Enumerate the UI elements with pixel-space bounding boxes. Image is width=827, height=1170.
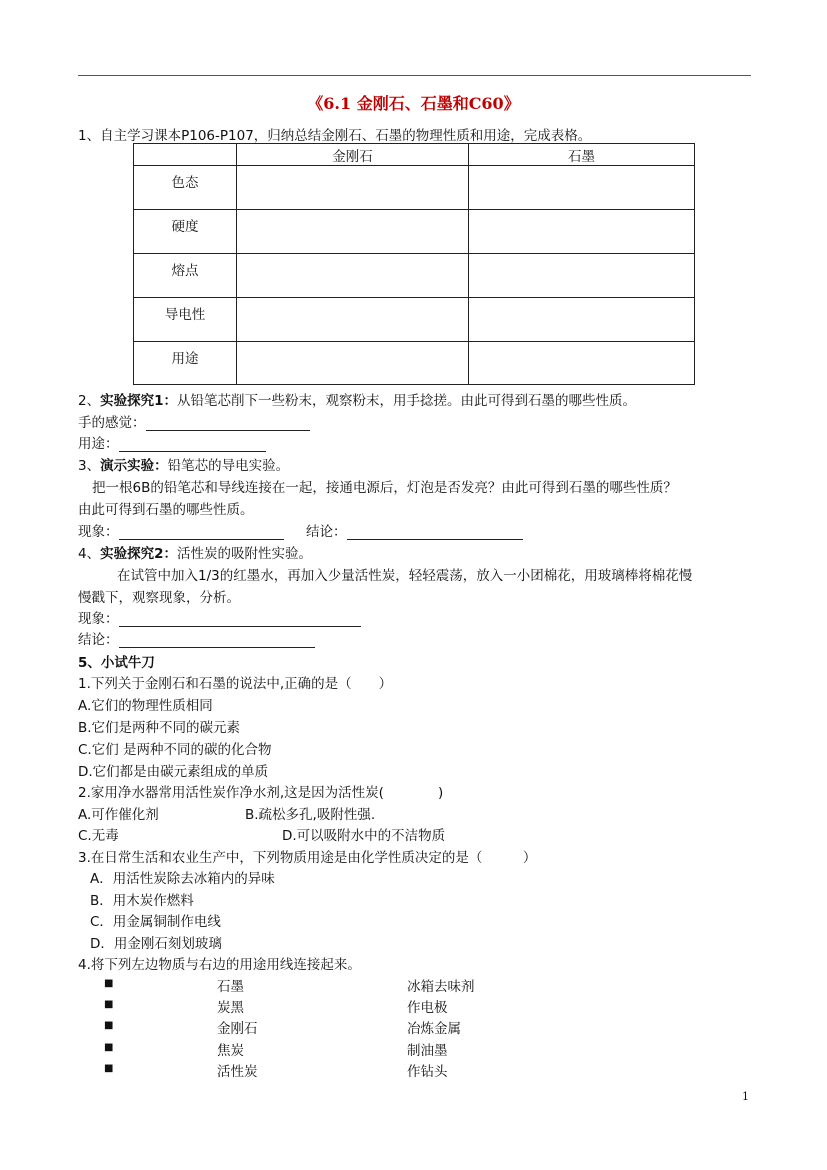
table-header-cell: 石墨 bbox=[469, 144, 695, 166]
match-right-item: 制油墨 bbox=[407, 1043, 448, 1059]
q3-instruction: 铅笔芯的导电实验。 bbox=[167, 458, 290, 474]
q3-phenomenon-line bbox=[78, 520, 284, 540]
q4-bold-label: 实验探究2： bbox=[100, 546, 177, 562]
q3-number: 3、 bbox=[78, 458, 101, 474]
problem-4-stem: 4.将下列左边物质与右边的用途用线连接起来。 bbox=[78, 957, 361, 973]
q3-conclusion-line bbox=[306, 520, 523, 540]
table-cell bbox=[469, 210, 695, 254]
row-label: 色态 bbox=[134, 166, 237, 210]
table-cell bbox=[237, 166, 469, 210]
q2-feel-line bbox=[78, 411, 310, 431]
answer-blank[interactable] bbox=[119, 525, 284, 540]
row-label: 熔点 bbox=[134, 254, 237, 298]
table-cell bbox=[237, 254, 469, 298]
problem-2-option: B.疏松多孔,吸附性强. bbox=[245, 807, 376, 823]
table-row bbox=[134, 210, 695, 254]
row-label: 硬度 bbox=[134, 210, 237, 254]
match-right-item: 冶炼金属 bbox=[407, 1021, 461, 1037]
table-cell bbox=[469, 342, 695, 385]
properties-table bbox=[133, 143, 695, 385]
problem-3-option: B．用木炭作燃料 bbox=[90, 893, 194, 909]
problem-1-option: D.它们都是由碳元素组成的单质 bbox=[78, 764, 269, 780]
match-right-item: 作电极 bbox=[407, 1000, 448, 1016]
q2-feel-label: 手的感觉： bbox=[78, 415, 146, 431]
q4-phenomenon-label: 现象： bbox=[78, 611, 119, 627]
problem-3-option: D．用金刚石刻划玻璃 bbox=[90, 936, 222, 952]
q2-bold-label: 实验探究1： bbox=[100, 393, 177, 409]
problem-3-stem: 3.在日常生活和农业生产中，下列物质用途是由化学性质决定的是（ ） bbox=[78, 850, 537, 866]
problem-2-option: C.无毒 bbox=[78, 828, 119, 844]
header-rule bbox=[78, 75, 751, 76]
q4-phenomenon-line bbox=[78, 607, 361, 627]
q3-text bbox=[78, 454, 289, 474]
problem-3-option: C．用金属铜制作电线 bbox=[90, 914, 221, 930]
table-row bbox=[134, 298, 695, 342]
table-cell bbox=[469, 166, 695, 210]
problem-2-option: A.可作催化剂 bbox=[78, 807, 159, 823]
q3-paragraph-1: 把一根6B的铅笔芯和导线连接在一起，接通电源后，灯泡是否发亮？由此可得到石墨的哪些性质？ bbox=[92, 480, 677, 496]
table-header-cell: 金刚石 bbox=[237, 144, 469, 166]
q4-number: 4、 bbox=[78, 546, 101, 562]
q1-text: 1、自主学习课本P106-P107，归纳总结金刚石、石墨的物理性质和用途，完成表格。 bbox=[78, 128, 592, 144]
match-left-item: 石墨 bbox=[217, 979, 244, 995]
problem-1-option: C.它们 是两种不同的碳的化合物 bbox=[78, 742, 272, 758]
match-left-item: 炭黑 bbox=[217, 1000, 244, 1016]
table-cell bbox=[237, 298, 469, 342]
answer-blank[interactable] bbox=[119, 612, 361, 627]
table-row bbox=[134, 342, 695, 385]
q4-paragraph-1: 在试管中加入1/3的红墨水，再加入少量活性炭，轻轻震荡，放入一小团棉花，用玻璃棒将棉花慢 bbox=[117, 568, 693, 584]
match-right-item: 作钻头 bbox=[407, 1064, 448, 1080]
answer-blank[interactable] bbox=[119, 437, 266, 452]
page-title: 《6.1 金刚石、石墨和C60》 bbox=[307, 94, 520, 113]
answer-blank[interactable] bbox=[347, 525, 523, 540]
q5-heading: 5、小试牛刀 bbox=[78, 655, 155, 671]
q3-phenomenon-label: 现象： bbox=[78, 524, 119, 540]
row-label: 用途 bbox=[134, 342, 237, 385]
q2-instruction: 从铅笔芯削下一些粉末，观察粉末，用手捻搓。由此可得到石墨的哪些性质。 bbox=[177, 393, 636, 409]
match-left-item: 活性炭 bbox=[217, 1064, 258, 1080]
problem-1-option: A.它们的物理性质相同 bbox=[78, 698, 213, 714]
bullet-icon: ■ bbox=[104, 978, 114, 989]
match-left-item: 金刚石 bbox=[217, 1021, 258, 1037]
q2-use-line bbox=[78, 432, 266, 452]
problem-3-option: A．用活性炭除去冰箱内的异味 bbox=[90, 871, 275, 887]
table-cell bbox=[237, 342, 469, 385]
match-right-item: 冰箱去味剂 bbox=[407, 979, 475, 995]
q3-paragraph-2: 由此可得到石墨的哪些性质。 bbox=[78, 502, 254, 518]
q4-conclusion-label: 结论： bbox=[78, 632, 119, 648]
table-cell bbox=[469, 254, 695, 298]
bullet-icon: ■ bbox=[104, 1063, 114, 1074]
q2-use-label: 用途： bbox=[78, 436, 119, 452]
q3-bold-label: 演示实验： bbox=[100, 458, 168, 474]
table-cell bbox=[237, 210, 469, 254]
answer-blank[interactable] bbox=[146, 416, 310, 431]
table-row bbox=[134, 166, 695, 210]
problem-2-stem: 2.家用净水器常用活性炭作净水剂,这是因为活性炭( ) bbox=[78, 785, 444, 801]
problem-2-option: D.可以吸附水中的不洁物质 bbox=[282, 828, 446, 844]
bullet-icon: ■ bbox=[104, 999, 114, 1010]
table-header-row bbox=[134, 144, 695, 166]
problem-1-option: B.它们是两种不同的碳元素 bbox=[78, 720, 241, 736]
q4-paragraph-2: 慢戳下，观察现象，分析。 bbox=[78, 590, 240, 606]
row-label: 导电性 bbox=[134, 298, 237, 342]
page-number: 1 bbox=[742, 1090, 749, 1103]
q4-conclusion-line bbox=[78, 628, 315, 648]
q4-instruction: 活性炭的吸附性实验。 bbox=[177, 546, 312, 562]
q2-number: 2、 bbox=[78, 393, 101, 409]
table-row bbox=[134, 254, 695, 298]
bullet-icon: ■ bbox=[104, 1042, 114, 1053]
table-cell bbox=[469, 298, 695, 342]
table-header-cell bbox=[134, 144, 237, 166]
bullet-icon: ■ bbox=[104, 1020, 114, 1031]
problem-1-stem: 1.下列关于金刚石和石墨的说法中,正确的是（ ） bbox=[78, 676, 393, 692]
q3-conclusion-label: 结论： bbox=[306, 524, 347, 540]
match-left-item: 焦炭 bbox=[217, 1043, 244, 1059]
q2-text bbox=[78, 389, 636, 409]
answer-blank[interactable] bbox=[119, 633, 315, 648]
q4-text bbox=[78, 542, 312, 562]
